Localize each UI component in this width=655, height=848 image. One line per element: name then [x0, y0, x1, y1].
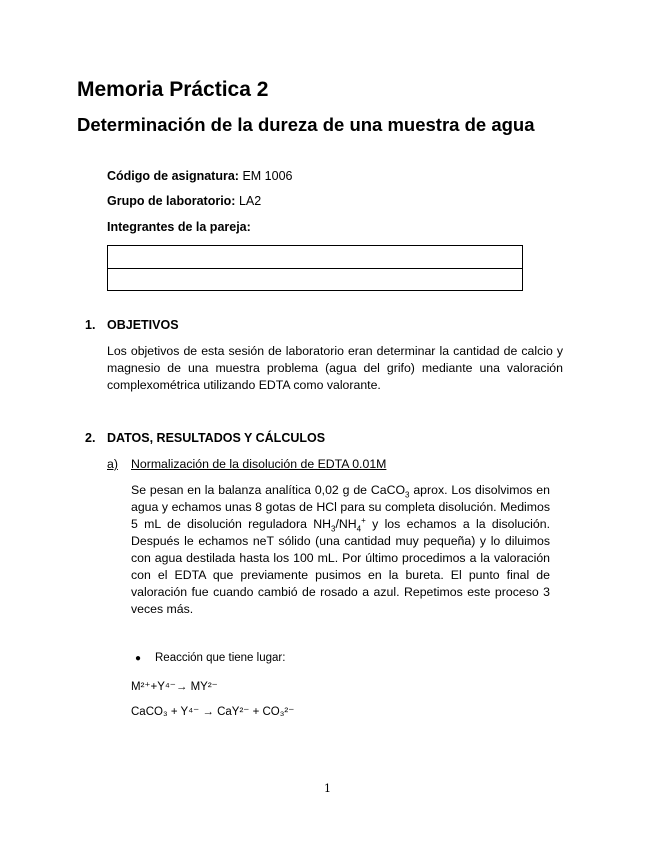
course-code-label: Código de asignatura: [107, 169, 239, 183]
reaction-1: M²⁺+Y⁴⁻→ MY²⁻ [131, 681, 218, 693]
procedure-text: /NH [335, 517, 357, 531]
procedure-text: aprox. Los disolvimos en agua y echamos unas 8 gotas de HCl para su completa disolución. Medimos 5 mL de disolución reguladora NH [131, 483, 550, 531]
objectives-paragraph: Los objetivos de esta sesión de laboratorio eran determinar la cantidad de calcio y magnesio de una muestra problema (agua del grifo) mediante una valoración complexométrica utilizando EDTA como valorante. [107, 344, 563, 392]
document-title: Memoria Práctica 2 [77, 78, 269, 101]
course-code-value: EM 1006 [242, 169, 293, 183]
course-code-line [107, 169, 292, 183]
lab-group-line [107, 194, 261, 208]
members-row [108, 268, 522, 290]
members-row [108, 246, 522, 268]
members-line [107, 220, 251, 234]
bullet-icon: ● [135, 653, 142, 664]
bullet-text: Reacción que tiene lugar: [155, 652, 286, 664]
section-number: 1. [85, 318, 96, 332]
procedure-text: Se pesan en la balanza analítica 0,02 g de CaCO [131, 483, 406, 497]
section-title-objetivos: OBJETIVOS [107, 318, 179, 332]
section-title-datos: DATOS, RESULTADOS Y CÁLCULOS [107, 431, 326, 445]
document-subtitle: Determinación de la dureza de una muestra de agua [77, 114, 535, 135]
subsection-marker: a) [107, 457, 118, 471]
lab-group-label: Grupo de laboratorio: [107, 194, 236, 208]
procedure-text: y los echamos a la disolución. Después le echamos neT sólido (una cantidad muy pequeña) y lo diluimos con agua destilada hasta los 100 mL. Por último procedimos a la valoración con el EDTA que previamente pusimos en la bureta. El punto final de valoración fue cuando cambió de rosado a azul. Repetimos este proceso 3 veces más. [131, 517, 551, 616]
members-table [107, 245, 523, 291]
subsection-title: Normalización de la disolución de EDTA 0.01M [131, 457, 387, 471]
section-number: 2. [85, 431, 96, 445]
reaction-2: CaCO₃ + Y⁴⁻ → CaY²⁻ + CO₃²⁻ [131, 706, 295, 718]
lab-group-value: LA2 [238, 194, 262, 208]
members-label: Integrantes de la pareja: [107, 220, 251, 234]
page-number: 1 [324, 782, 331, 795]
procedure-paragraph: Se pesan en la balanza analítica 0,02 g de CaCO$_3$ aprox. Los disolvimos en agua y echamos unas 8 gotas de HCl para su completa disolución. Medimos 5 mL de disolución reguladora $NH_3/NH_4^+$ y los echamos a la disolución. Después le echamos neT sólido (una cantidad muy pequeña) y lo diluimos con agua destilada hasta los 100 mL. Por último procedimos a la valoración con el EDTA que previamente pusimos en la bureta. El punto final de valoración fue cuando cambió de rosado a azul. Repetimos este proceso 3 veces más. [131, 483, 551, 616]
